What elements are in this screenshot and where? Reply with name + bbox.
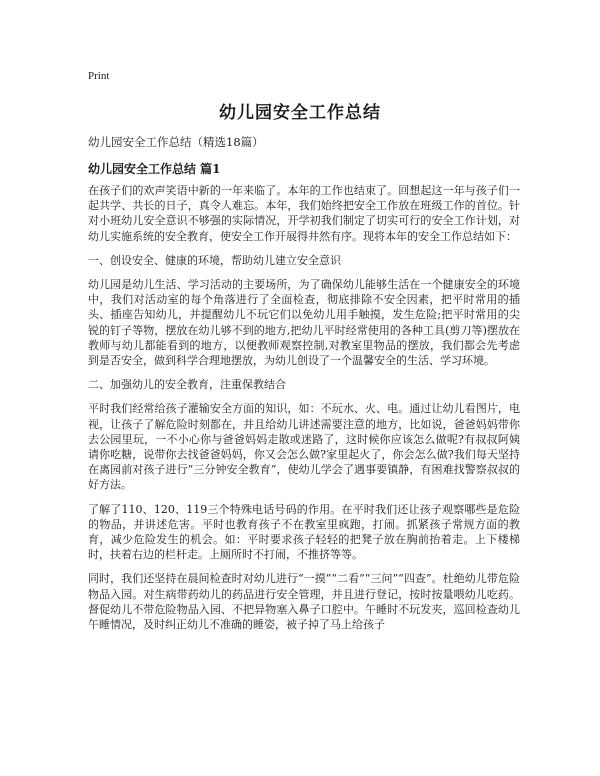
heading-education: 二、加强幼儿的安全教育，注重保教结合 <box>88 378 286 392</box>
document-title: 幼儿园安全工作总结 <box>219 103 381 123</box>
print-label[interactable]: Print <box>88 70 110 82</box>
paragraph-environment: 幼儿园是幼儿生活、学习活动的主要场所，为了确保幼儿能够生活在一个健康安全的环境中，我们对活动室的每个角落进行了全面检查，彻底排除不安全因素，把平时常用的插头、插座告知幼儿，并提醒幼儿不玩它们以免幼儿用手触摸，发生危险;把平时常用的尖锐的钉子等物，摆放在幼儿够不到的地方,把幼儿平时经常使用的各种工具(剪刀等)摆放在教师与幼儿都能看到的地方，以便教师观察控制,对教室里物品的摆放，我们都会先考虑到是否安全，做到科学合理地摆放，为幼儿创设了一个温馨安全的生活、学习环境。 <box>88 278 521 368</box>
paragraph-education: 平时我们经常给孩子灌输安全方面的知识，如：不玩水、火、电。通过让幼儿看图片，电视，让孩子了解危险时刻都在，并且给幼儿讲述需要注意的地方，比如说，爸爸妈妈带你去公园里玩，一不小心你与爸爸妈妈走散或迷路了，这时候你应该怎么做呢?有叔叔阿姨请你吃糖，说带你去找爸爸妈妈，你又会怎么做?家里起火了，你会怎么做?我们每天坚持在离园前对孩子进行“三分钟安全教育”，使幼儿学会了遇事要镇静，有困难找警察叔叔的好方法。 <box>88 402 520 492</box>
heading-environment: 一、创设安全、健康的环境，帮助幼儿建立安全意识 <box>88 253 341 267</box>
paragraph-phone-numbers: 了解了110、120、119三个特殊电话号码的作用。在平时我们还让孩子观察哪些是危险的物品，并讲述危害。平时也教育孩子不在教室里疯跑，打闹。抓紧孩子常规方面的教育，减少危险发生的机会。如：平时要求孩子轻轻的把凳子放在胸前抬着走。上下楼梯时，扶着右边的栏杆走。上厕所时不打闹，不推挤等等。 <box>88 502 520 562</box>
document-body <box>88 183 520 641</box>
paragraph-intro: 在孩子们的欢声笑语中新的一年来临了。本年的工作也结束了。回想起这一年与孩子们一起共学、共长的日子，真令人难忘。本年，我们始终把安全工作放在班级工作的首位。针对小班幼儿安全意识不够强的实际情况，开学初我们制定了切实可行的安全工作计划，对幼儿实施系统的安全教育，使安全工作开展得井然有序。现将本年的安全工作总结如下： <box>88 184 520 243</box>
paragraph-morning-check: 同时，我们还坚持在晨间检查时对幼儿进行“一摸”“二看”“三问”“四查”。杜绝幼儿带危险物品入园。对生病带药幼儿的药品进行安全管理，并且进行登记，按时按量喂幼儿吃药。督促幼儿不带危险物品入园、不把异物塞入鼻子口腔中。午睡时不玩发夹，巡回检查幼儿午睡情况，及时纠正幼儿不准确的睡姿，被子掉了马上给孩子 <box>88 572 520 632</box>
document-subtitle: 幼儿园安全工作总结（精选18篇） <box>88 135 264 149</box>
section-title: 幼儿园安全工作总结 篇1 <box>88 162 221 176</box>
